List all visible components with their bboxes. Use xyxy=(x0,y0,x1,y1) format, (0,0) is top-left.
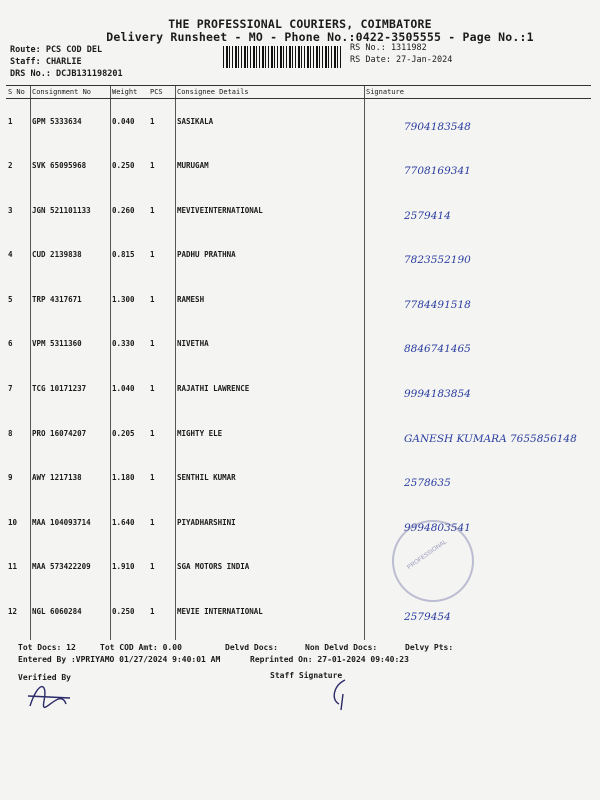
table-row xyxy=(6,366,591,411)
rs-number: RS No.: 1311982 xyxy=(350,43,427,53)
serial-number: 2 xyxy=(8,161,13,171)
serial-number: 8 xyxy=(8,428,13,438)
serial-number: 7 xyxy=(8,384,13,394)
signature-note: 9994803541 xyxy=(404,521,471,534)
col-header-sno: S No xyxy=(6,86,30,99)
rs-date: RS Date: 27-Jan-2024 xyxy=(350,55,453,65)
signature-note: 8846741465 xyxy=(404,343,471,356)
table-row xyxy=(6,277,591,322)
consignee-name: SASIKALA xyxy=(177,117,214,126)
pieces: 1 xyxy=(150,339,155,349)
drs-number: DRS No.: DCJB131198201 xyxy=(10,69,123,79)
table-row xyxy=(6,589,591,634)
consignee-name: RAMESH xyxy=(177,294,205,304)
staff-signature-label: Staff Signature xyxy=(270,671,343,680)
consignment-table xyxy=(6,85,591,634)
consignment-number: VPM 5311360 xyxy=(32,339,82,349)
consignment-number: JGN 521101133 xyxy=(32,205,91,215)
col-header-consignment: Consignment No xyxy=(30,86,110,99)
table-row xyxy=(6,188,591,233)
pieces: 1 xyxy=(150,517,155,527)
serial-number: 3 xyxy=(8,205,13,215)
pieces: 1 xyxy=(150,607,155,617)
consignee-name: RAJATHI LAWRENCE xyxy=(177,384,250,394)
weight: 1.300 xyxy=(112,294,135,304)
signature-note: 2579454 xyxy=(404,611,451,624)
table-row xyxy=(6,411,591,456)
barcode xyxy=(223,46,341,68)
serial-number: 1 xyxy=(8,117,13,126)
col-header-signature: Signature xyxy=(364,86,591,99)
table-row xyxy=(6,500,591,545)
weight: 0.250 xyxy=(112,607,135,617)
weight: 1.640 xyxy=(112,517,135,527)
signature-note: 2579414 xyxy=(404,209,451,222)
signature-note: 9994183854 xyxy=(404,388,471,401)
pieces: 1 xyxy=(150,294,155,304)
reprinted-on: Reprinted On: 27-01-2024 09:40:23 xyxy=(250,655,409,664)
weight: 0.040 xyxy=(112,117,135,126)
total-cod-amount: Tot COD Amt: 0.00 xyxy=(100,643,182,652)
rubber-stamp: PROFESSIONAL xyxy=(392,520,474,602)
signature-note: GANESH KUMARA 7655856148 xyxy=(404,432,577,445)
serial-number: 11 xyxy=(8,562,18,572)
pieces: 1 xyxy=(150,384,155,394)
weight: 1.040 xyxy=(112,384,135,394)
col-header-weight: Weight xyxy=(110,86,148,99)
consignment-number: MAA 573422209 xyxy=(32,562,91,572)
signature-note: 7904183548 xyxy=(404,121,471,133)
pieces: 1 xyxy=(150,428,155,438)
weight: 0.260 xyxy=(112,205,135,215)
weight: 0.815 xyxy=(112,250,135,260)
table-row xyxy=(6,544,591,589)
signature-note: 7708169341 xyxy=(404,165,471,178)
consignee-name: SENTHIL KUMAR xyxy=(177,473,236,483)
consignee-name: NIVETHA xyxy=(177,339,209,349)
signature-note: 7823552190 xyxy=(404,254,471,267)
verified-by-label: Verified By xyxy=(18,673,71,682)
route-label: Route: PCS COD DEL xyxy=(10,45,103,55)
weight: 0.330 xyxy=(112,339,135,349)
table-row xyxy=(6,321,591,366)
pieces: 1 xyxy=(150,562,155,572)
consignment-number: TCG 10171237 xyxy=(32,384,87,394)
consignee-name: MIGHTY ELE xyxy=(177,428,223,438)
consignee-name: PADHU PRATHNA xyxy=(177,250,236,260)
weight: 0.250 xyxy=(112,161,135,171)
serial-number: 5 xyxy=(8,294,13,304)
consignment-number: GPM 5333634 xyxy=(32,117,82,126)
consignment-number: SVK 65095968 xyxy=(32,161,87,171)
serial-number: 12 xyxy=(8,607,18,617)
pieces: 1 xyxy=(150,250,155,260)
runsheet-subtitle: Delivery Runsheet - MO - Phone No.:0422-3505555 - Page No.:1 xyxy=(106,30,534,44)
weight: 1.910 xyxy=(112,562,135,572)
serial-number: 9 xyxy=(8,473,13,483)
table-row xyxy=(6,455,591,500)
pieces: 1 xyxy=(150,205,155,215)
non-delivered-docs: Non Delvd Docs: xyxy=(305,643,378,652)
signature-note: 7784491518 xyxy=(404,298,471,311)
signature-note: 2578635 xyxy=(404,477,451,490)
consignee-name: SGA MOTORS INDIA xyxy=(177,562,250,572)
table-row xyxy=(6,232,591,277)
col-header-pcs: PCS xyxy=(148,86,175,99)
consignment-number: MAA 104093714 xyxy=(32,517,91,527)
pieces: 1 xyxy=(150,161,155,171)
table-row xyxy=(6,99,591,144)
delivery-points: Delvy Pts: xyxy=(405,643,454,652)
staff-signature xyxy=(325,676,355,712)
weight: 1.180 xyxy=(112,473,135,483)
consignee-name: MEVIE INTERNATIONAL xyxy=(177,607,263,617)
col-header-consignee: Consignee Details xyxy=(175,86,364,99)
pieces: 1 xyxy=(150,473,155,483)
consignee-name: MEVIVEINTERNATIONAL xyxy=(177,205,263,215)
serial-number: 10 xyxy=(8,517,18,527)
consignee-name: MURUGAM xyxy=(177,161,209,171)
staff-label: Staff: CHARLIE xyxy=(10,57,82,67)
consignment-number: TRP 4317671 xyxy=(32,294,82,304)
table-row xyxy=(6,143,591,188)
verifier-signature xyxy=(20,676,80,716)
serial-number: 6 xyxy=(8,339,13,349)
delivered-docs: Delvd Docs: xyxy=(225,643,278,652)
total-docs: Tot Docs: 12 xyxy=(18,643,76,652)
consignment-number: PRO 16074207 xyxy=(32,428,87,438)
weight: 0.205 xyxy=(112,428,135,438)
serial-number: 4 xyxy=(8,250,13,260)
consignment-number: NGL 6060284 xyxy=(32,607,82,617)
company-title: THE PROFESSIONAL COURIERS, COIMBATORE xyxy=(168,17,432,31)
consignment-number: AWY 1217138 xyxy=(32,473,82,483)
consignee-name: PIYADHARSHINI xyxy=(177,517,236,527)
table-header-row xyxy=(6,86,591,99)
pieces: 1 xyxy=(150,117,155,126)
entered-by: Entered By :VPRIYAMO 01/27/2024 9:40:01 AM xyxy=(18,655,221,664)
consignment-number: CUD 2139838 xyxy=(32,250,82,260)
